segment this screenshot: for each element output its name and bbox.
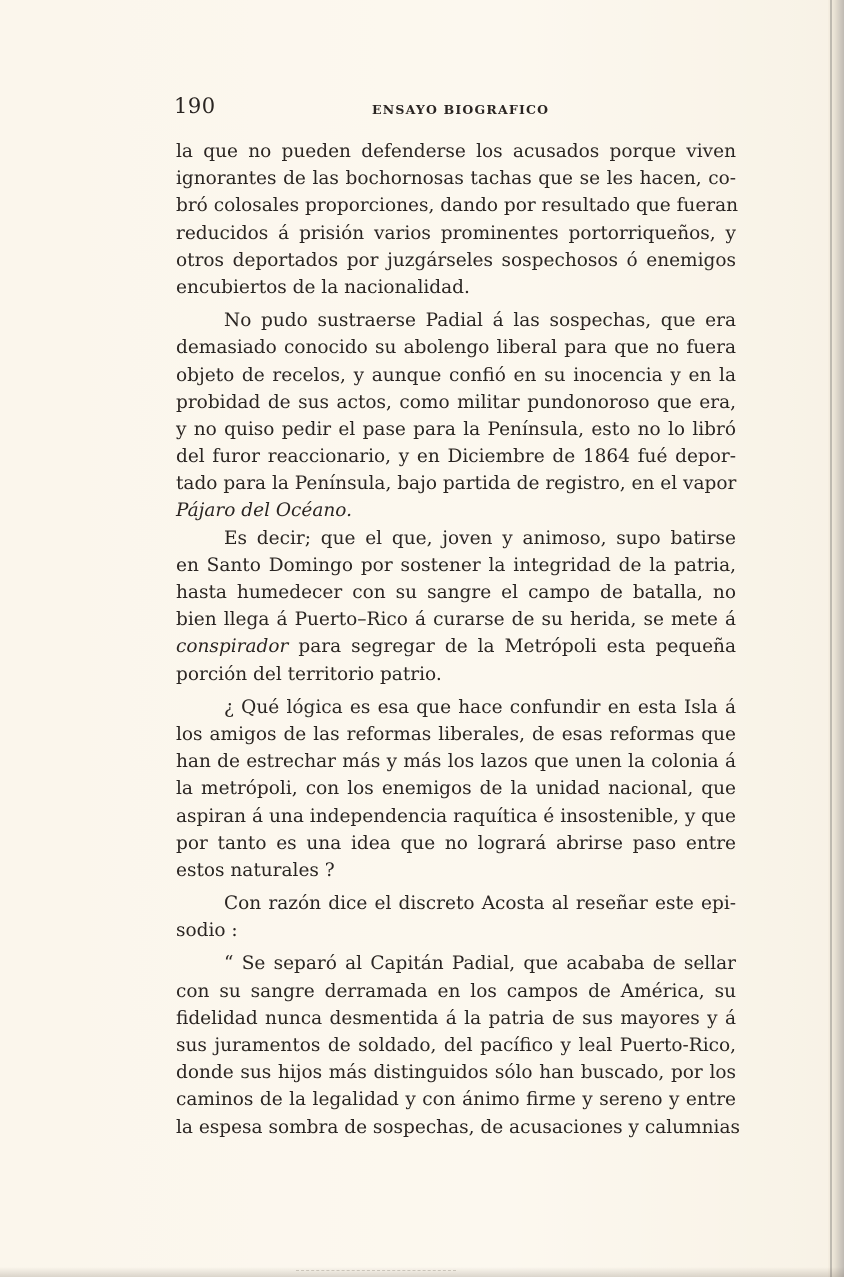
text-line: donde sus hijos más distinguidos sólo han buscado, por los [176,1062,736,1084]
italic-word: conspirador [176,636,289,658]
text-line: porción del territorio patrio. [176,663,442,685]
text-line-mixed [176,633,736,660]
text-line: No pudo sustraerse Padial á las sospechas, que era [224,310,736,332]
running-title: ENSAYO BIOGRAFICO [372,102,550,117]
text-line: han de estrechar más y más los lazos que unen la colonia á [176,751,736,773]
text-line: bró colosales proporciones, dando por resultado que fueran [176,195,739,217]
text-line: Con razón dice el discreto Acosta al reseñar este epi- [224,893,736,915]
text-line: Es decir; que el que, joven y animoso, supo batirse [224,527,736,549]
text-line: aspiran á una independencia raquítica é insostenible, y que [176,805,736,827]
page-edge-line [830,0,832,1277]
text-line: del furor reaccionario, y en Diciembre de 1864 fué depor- [176,446,736,468]
text-line: con su sangre derramada en los campos de América, su [176,980,736,1002]
text-line: y no quiso pedir el pase para la Península, esto no lo libró [176,418,736,440]
text-line: bien llega á Puerto–Rico á curarse de su herida, se mete á [176,609,736,631]
text-line: reducidos á prisión varios prominentes portorriqueños, y [176,222,736,244]
text-line: sodio : [176,920,238,942]
text-line: objeto de recelos, y aunque confió en su inocencia y en la [176,364,736,386]
text-line: probidad de sus actos, como militar pundonoroso que era, [176,391,736,413]
body-text [176,138,740,1141]
running-head [174,94,740,122]
text-line: encubiertos de la nacionalidad. [176,276,470,298]
text-line: ¿ Qué lógica es esa que hace confundir en esta Isla á [224,696,736,718]
text-line: demasiado conocido su abolengo liberal para que no fuera [176,337,736,359]
page-number: 190 [174,94,216,118]
text-fragment: para segregar de la Metrópoli esta pequeña [288,636,736,658]
italic-text-line: Pájaro del Océano. [176,500,352,522]
text-line: los amigos de las reformas liberales, de esas reformas que [176,723,736,745]
text-line: “ Se separó al Capitán Padial, que acababa de sellar [224,953,736,975]
text-line: la espesa sombra de sospechas, de acusaciones y calumnias [176,1116,740,1138]
text-line: hasta humedecer con su sangre el campo de batalla, no [176,582,736,603]
text-line: la que no pueden defenderse los acusados porque viven [176,141,736,162]
text-line: tado para la Península, bajo partida de registro, en el vapor [176,473,737,495]
text-line: estos naturales ? [176,859,335,881]
text-line: fidelidad nunca desmentida á la patria de sus mayores y á [176,1007,736,1029]
text-line: en Santo Domingo por sostener la integridad de la patria, [176,554,736,576]
text-line: otros deportados por juzgárseles sospechosos ó enemigos [176,249,736,271]
text-line: ignorantes de las bochornosas tachas que se les hacen, co- [176,168,736,190]
bottom-shadow [0,1267,844,1277]
text-line: por tanto es una idea que no logrará abrirse paso entre [176,832,736,854]
text-line: sus juramentos de soldado, del pacífico y leal Puerto-Rico, [176,1035,736,1056]
text-line: la metrópoli, con los enemigos de la unidad nacional, que [176,778,736,800]
text-line: caminos de la legalidad y con ánimo firme y sereno y entre [176,1089,736,1111]
